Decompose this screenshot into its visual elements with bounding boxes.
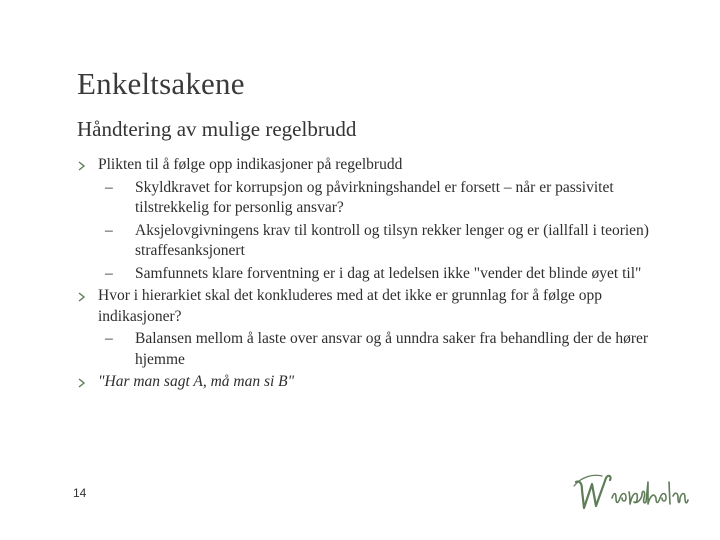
chevron-right-icon <box>77 292 87 302</box>
slide-subtitle: Håndtering av mulige regelbrudd <box>77 117 357 141</box>
bullet-list <box>77 155 667 395</box>
bullet-item <box>77 155 667 176</box>
sub-bullet-item <box>77 329 667 370</box>
slide-title: Enkeltsakene <box>77 66 245 101</box>
page-number: 14 <box>73 486 87 500</box>
sub-bullet-item <box>77 264 667 285</box>
bullet-text: Plikten til å følge opp indikasjoner på regelbrudd <box>98 156 403 173</box>
chevron-right-icon <box>77 161 87 171</box>
dash-marker: – <box>105 264 113 282</box>
bullet-text: "Har man sagt A, må man si B" <box>98 373 295 390</box>
sub-bullet-text: Aksjelovgivningens krav til kontroll og tilsyn rekker lenger og er (iallfall i teorien) straffesanksjonert <box>135 221 649 259</box>
dash-marker: – <box>105 178 113 196</box>
sub-bullet-text: Skyldkravet for korrupsjon og påvirkningshandel er forsett – når er passivitet tilstrekkelig for personlig ansvar? <box>135 178 614 216</box>
wiersholm-logo <box>572 468 690 518</box>
sub-bullet-text: Balansen mellom å laste over ansvar og å unndra saker fra behandling der de hører hjemme <box>135 330 649 368</box>
bullet-item <box>77 372 667 393</box>
chevron-right-icon <box>77 378 87 388</box>
dash-marker: – <box>105 330 113 347</box>
sub-bullet-item <box>77 178 667 219</box>
sub-bullet-text: Samfunnets klare forventning er i dag at ledelsen ikke "vender det blinde øyet til" <box>135 264 642 282</box>
dash-marker: – <box>105 221 113 239</box>
bullet-text: Hvor i hierarkiet skal det konkluderes med at det ikke er grunnlag for å følge opp indikasjoner? <box>98 287 603 325</box>
sub-bullet-item <box>77 221 667 262</box>
bullet-item <box>77 286 667 327</box>
